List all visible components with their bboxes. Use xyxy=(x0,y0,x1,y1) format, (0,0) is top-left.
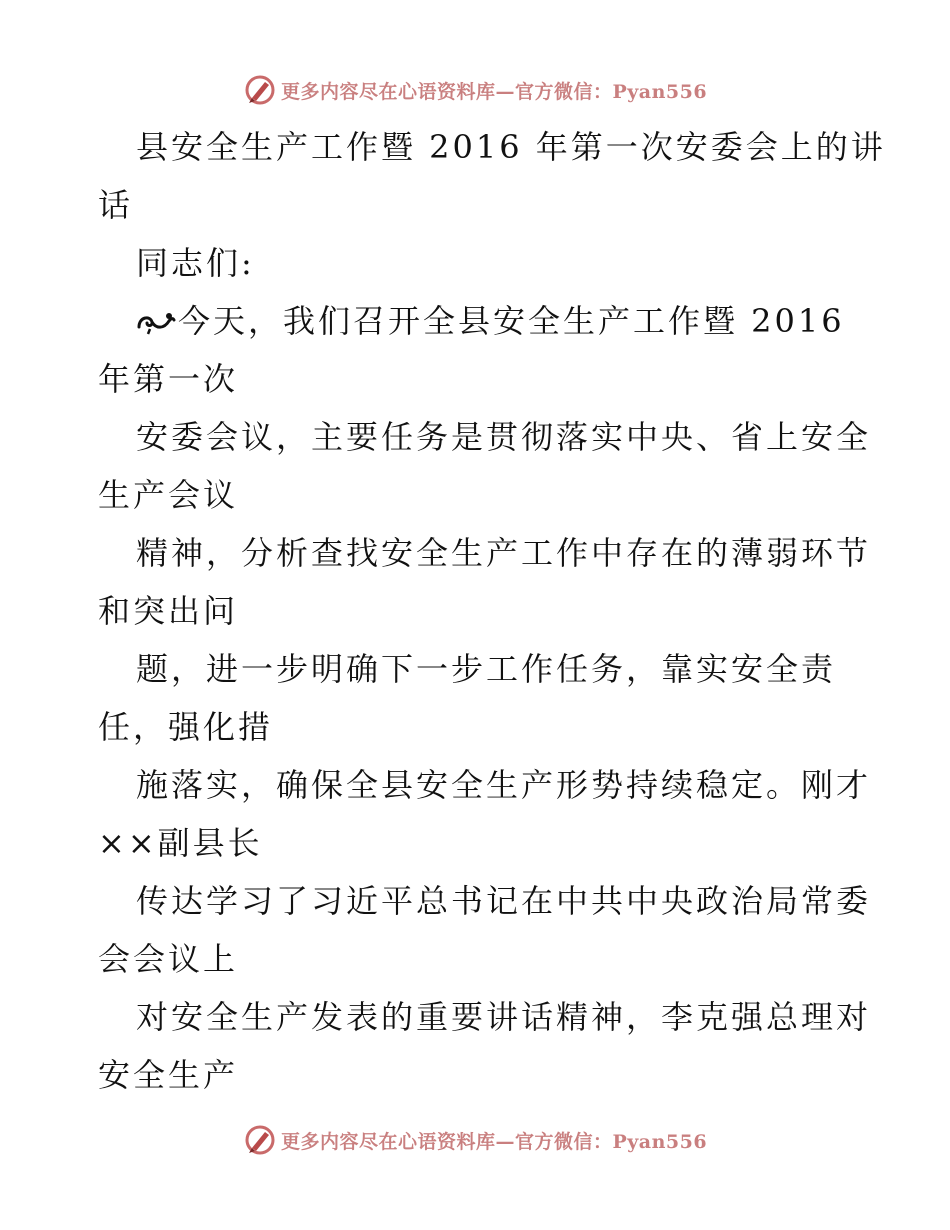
paragraph-line: 题，进一步明确下一步工作任务，靠实安全责 xyxy=(136,650,837,688)
paragraph-line: 精神，分析查找安全生产工作中存在的薄弱环节 xyxy=(136,534,872,572)
paragraph-line: 年第一次 xyxy=(98,360,239,398)
paragraph-line: 安全生产 xyxy=(98,1056,239,1094)
paragraph-line: 生产会议 xyxy=(98,476,239,514)
paragraph-text: 今天，我们召开全县安全生产工作暨 2016 xyxy=(178,302,845,340)
paragraph-line: 安委会议，主要任务是贯彻落实中央、省上安全 xyxy=(136,418,872,456)
paragraph-line: 传达学习了习近平总书记在中共中央政治局常委 xyxy=(136,882,872,920)
paragraph-line: 施落实，确保全县安全生产形势持续稳定。刚才 xyxy=(136,766,872,804)
banner-text: 更多内容尽在心语资料库—官方微信：Pyan556 xyxy=(280,1130,708,1153)
title-line-1: 县安全生产工作暨 2016 年第一次安委会上的讲 xyxy=(136,128,886,166)
paragraph-line: ××副县长 xyxy=(98,824,263,862)
salutation: 同志们: xyxy=(136,244,255,282)
paragraph-line: 和突出问 xyxy=(98,592,239,630)
pen-nib-logo-icon xyxy=(243,1123,277,1157)
paragraph-line: 对安全生产发表的重要讲话精神，李克强总理对 xyxy=(136,998,872,1036)
document-body xyxy=(98,118,886,1104)
paragraph-line: 会会议上 xyxy=(98,940,239,978)
footer-banner xyxy=(0,1120,950,1160)
header-banner xyxy=(0,70,950,110)
paragraph-line xyxy=(98,292,858,350)
scroll-ornament-icon xyxy=(136,309,176,335)
banner-text: 更多内容尽在心语资料库—官方微信：Pyan556 xyxy=(280,80,708,103)
paragraph-line: 任，强化措 xyxy=(98,708,274,746)
title-line-2: 话 xyxy=(98,186,134,224)
pen-nib-logo-icon xyxy=(243,73,277,107)
